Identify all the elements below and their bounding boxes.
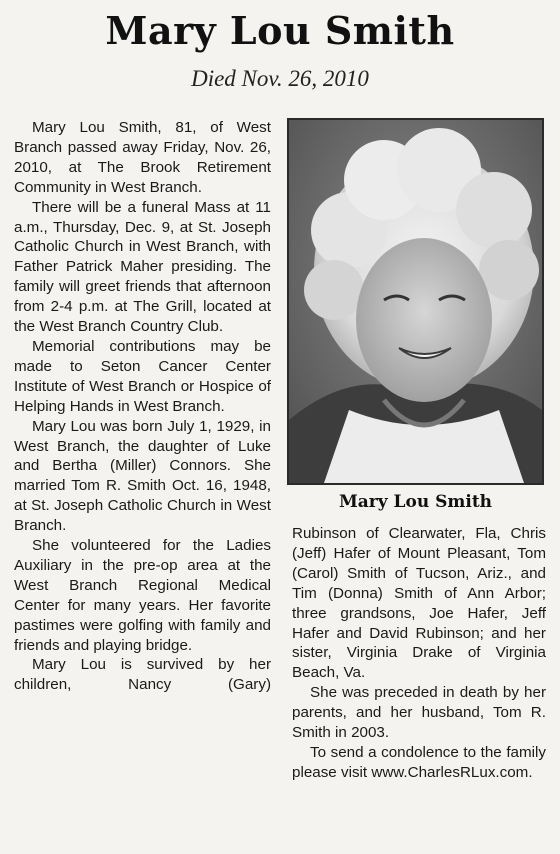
paragraph-volunteer-pastimes: She volunteered for the Ladies Auxiliary in the pre-op area at the West Branch Regional Medical Center for many years. Her favorite pastimes were golfing with family and friends and playing bridge. — [14, 537, 271, 654]
portrait-image — [289, 120, 542, 483]
paragraph-preceded-in-death: She was preceded in death by her parents, and her husband, Tom R. Smith in 2003. — [292, 684, 546, 742]
paragraph-survivors-continued: Rubinson of Clearwater, Fla, Chris (Jeff) Hafer of Mount Pleasant, Tom (Carol) Smith of Tucson, Ariz., and Tim (Donna) Smith of Ann Arbor; three grandsons, Joe Hafer, Jeff Hafer and David Rubinson; and her sister, Virginia Drake of Virginia Beach, Va. — [292, 525, 546, 682]
obituary-right-column — [292, 524, 546, 783]
paragraph-birth-marriage: Mary Lou was born July 1, 1929, in West Branch, the daughter of Luke and Bertha (Miller) Connors. She married Tom R. Smith Oct. 16, 1948, at St. Joseph Catholic Church in West Branch. — [14, 417, 271, 535]
photo-caption: Mary Lou Smith — [338, 492, 493, 512]
paragraph-survivors-start: Mary Lou is survived by her children, Nancy (Gary) — [14, 656, 271, 694]
obituary-name-headline: Mary Lou Smith — [105, 8, 455, 53]
portrait-photo — [287, 118, 544, 485]
paragraph-condolence: To send a condolence to the family please visit www.CharlesRLux.com. — [292, 743, 546, 781]
death-date-subtitle: Died Nov. 26, 2010 — [191, 66, 369, 91]
paragraph-funeral-mass: There will be a funeral Mass at 11 a.m., Thursday, Dec. 9, at St. Joseph Catholic Church in West Branch, with Father Patrick Maher presiding. The family will greet friends that afternoon from 2-4 p.m. at The Grill, located at the West Branch Country Club. — [14, 198, 271, 336]
obituary-left-column — [14, 118, 271, 695]
paragraph-memorial-contributions: Memorial contributions may be made to Seton Cancer Center Institute of West Branch or Hospice of Helping Hands in West Branch. — [14, 337, 271, 415]
paragraph-passing: Mary Lou Smith, 81, of West Branch passed away Friday, Nov. 26, 2010, at The Brook Retirement Community in West Branch. — [14, 119, 271, 196]
